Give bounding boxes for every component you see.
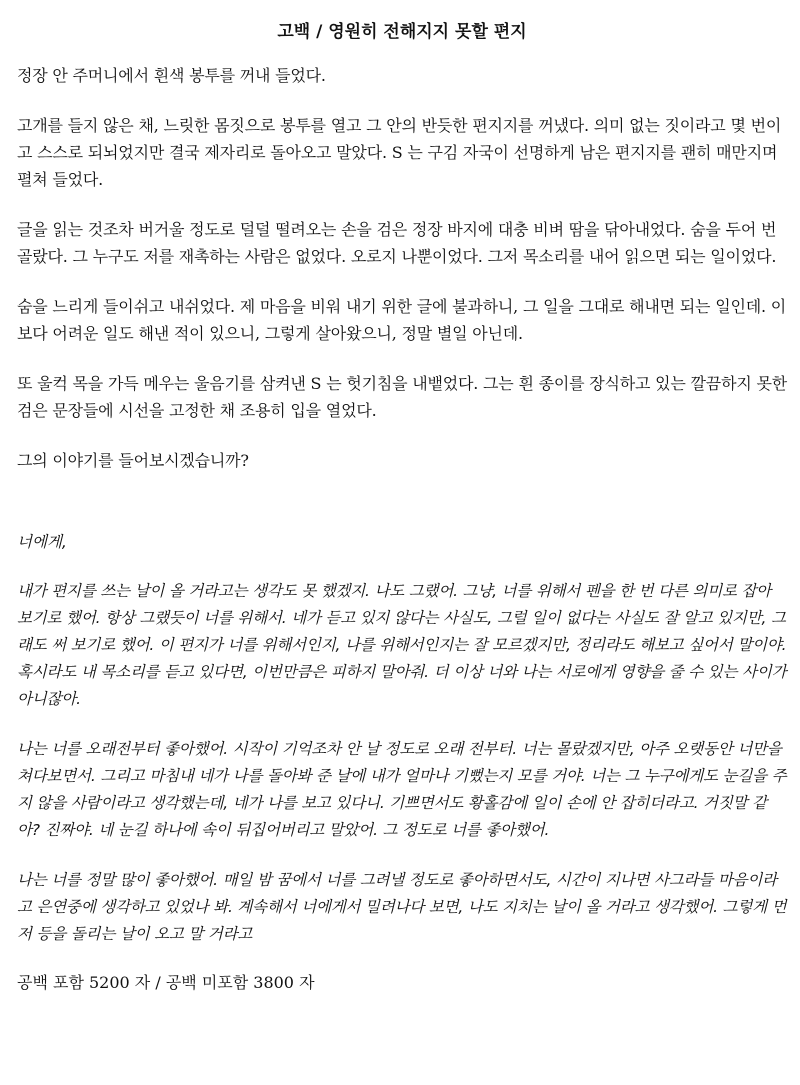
narrative-paragraph: 글을 읽는 것조차 버거울 정도로 덜덜 떨려오는 손을 검은 정장 바지에 대충 비벼 땀을 닦아내었다. 숨을 두어 번 골랐다. 그 누구도 저를 재촉하는 사람은 없었다. 오로지 나뿐이었다. 그저 목소리를 내어 읽으면 되는 일이었다.: [17, 220, 777, 266]
narrative-paragraph: 또 울컥 목을 가득 메우는 울음기를 삼켜낸 S 는 헛기침을 내뱉었다. 그는 흰 종이를 장식하고 있는 깔끔하지 못한 검은 문장들에 시선을 고정한 채 조용히 입을 열었다.: [17, 374, 787, 420]
letter-paragraph: 나는 너를 오래전부터 좋아했어. 시작이 기억조차 안 날 정도로 오래 전부터. 너는 몰랐겠지만, 아주 오랫동안 너만을 쳐다보면서. 그리고 마침내 네가 나를 돌아봐 준 날에 내가 얼마나 기뻤는지 모를 거야. 너는 그 누구에게도 눈길을 주지 않을 사람이라고 생각했는데, 네가 나를 보고 있다니. 기쁘면서도 황홀감에 일이 손에 안 잡히더라고. 거짓말 같아? 진짜야. 네 눈길 하나에 속이 뒤집어버리고 말았어. 그 정도로 너를 좋아했어.: [17, 740, 787, 839]
narrative-paragraph: 고개를 들지 않은 채, 느릿한 몸짓으로 봉투를 열고 그 안의 반듯한 편지지를 꺼냈다. 의미 없는 짓이라고 몇 번이고 스스로 되뇌었지만 결국 제자리로 돌아오고 말았다. S 는 구김 자국이 선명하게 남은 편지지를 괜히 매만지며 펼쳐 들었다.: [17, 116, 782, 189]
letter-paragraph: 나는 너를 정말 많이 좋아했어. 매일 밤 꿈에서 너를 그려낼 정도로 좋아하면서도, 시간이 지나면 사그라들 마음이라고 은연중에 생각하고 있었나 봐. 계속해서 너에게서 밀려나다 보면, 나도 지치는 날이 올 거라고 생각했어. 그렇게 먼저 등을 돌리는 날이 오고 말 거라고: [17, 871, 787, 943]
narrative-paragraph: 정장 안 주머니에서 흰색 봉투를 꺼내 들었다.: [17, 66, 326, 85]
document-title: 고백 / 영원히 전해지지 못할 편지: [277, 22, 527, 42]
character-count: 공백 포함 5200 자 / 공백 미포함 3800 자: [17, 973, 315, 992]
narrative-question: 그의 이야기를 들어보시겠습니까?: [17, 451, 249, 470]
document-page: [17, 16, 787, 995]
letter-salutation: 너에게,: [17, 533, 67, 551]
section-gap: [17, 497, 787, 529]
narrative-paragraph: 숨을 느리게 들이쉬고 내쉬었다. 제 마음을 비워 내기 위한 글에 불과하니, 그 일을 그대로 해내면 되는 일인데. 이보다 어려운 일도 해낸 적이 있으니, 그렇게 살아왔으니, 정말 별일 아닌데.: [17, 297, 786, 343]
letter-paragraph: 내가 편지를 쓰는 날이 올 거라고는 생각도 못 했겠지. 나도 그랬어. 그냥, 너를 위해서 펜을 한 번 다른 의미로 잡아 보기로 했어. 항상 그랬듯이 너를 위해서. 네가 듣고 있지 않다는 사실도, 그럴 일이 없다는 사실도 잘 알고 있지만, 그래도 써 보기로 했어. 이 편지가 너를 위해서인지, 나를 위해서인지는 잘 모르겠지만, 정리라도 해보고 싶어서 말이야. 혹시라도 내 목소리를 듣고 있다면, 이번만큼은 피하지 말아줘. 더 이상 너와 나는 서로에게 영향을 줄 수 있는 사이가 아니잖아.: [17, 582, 787, 708]
